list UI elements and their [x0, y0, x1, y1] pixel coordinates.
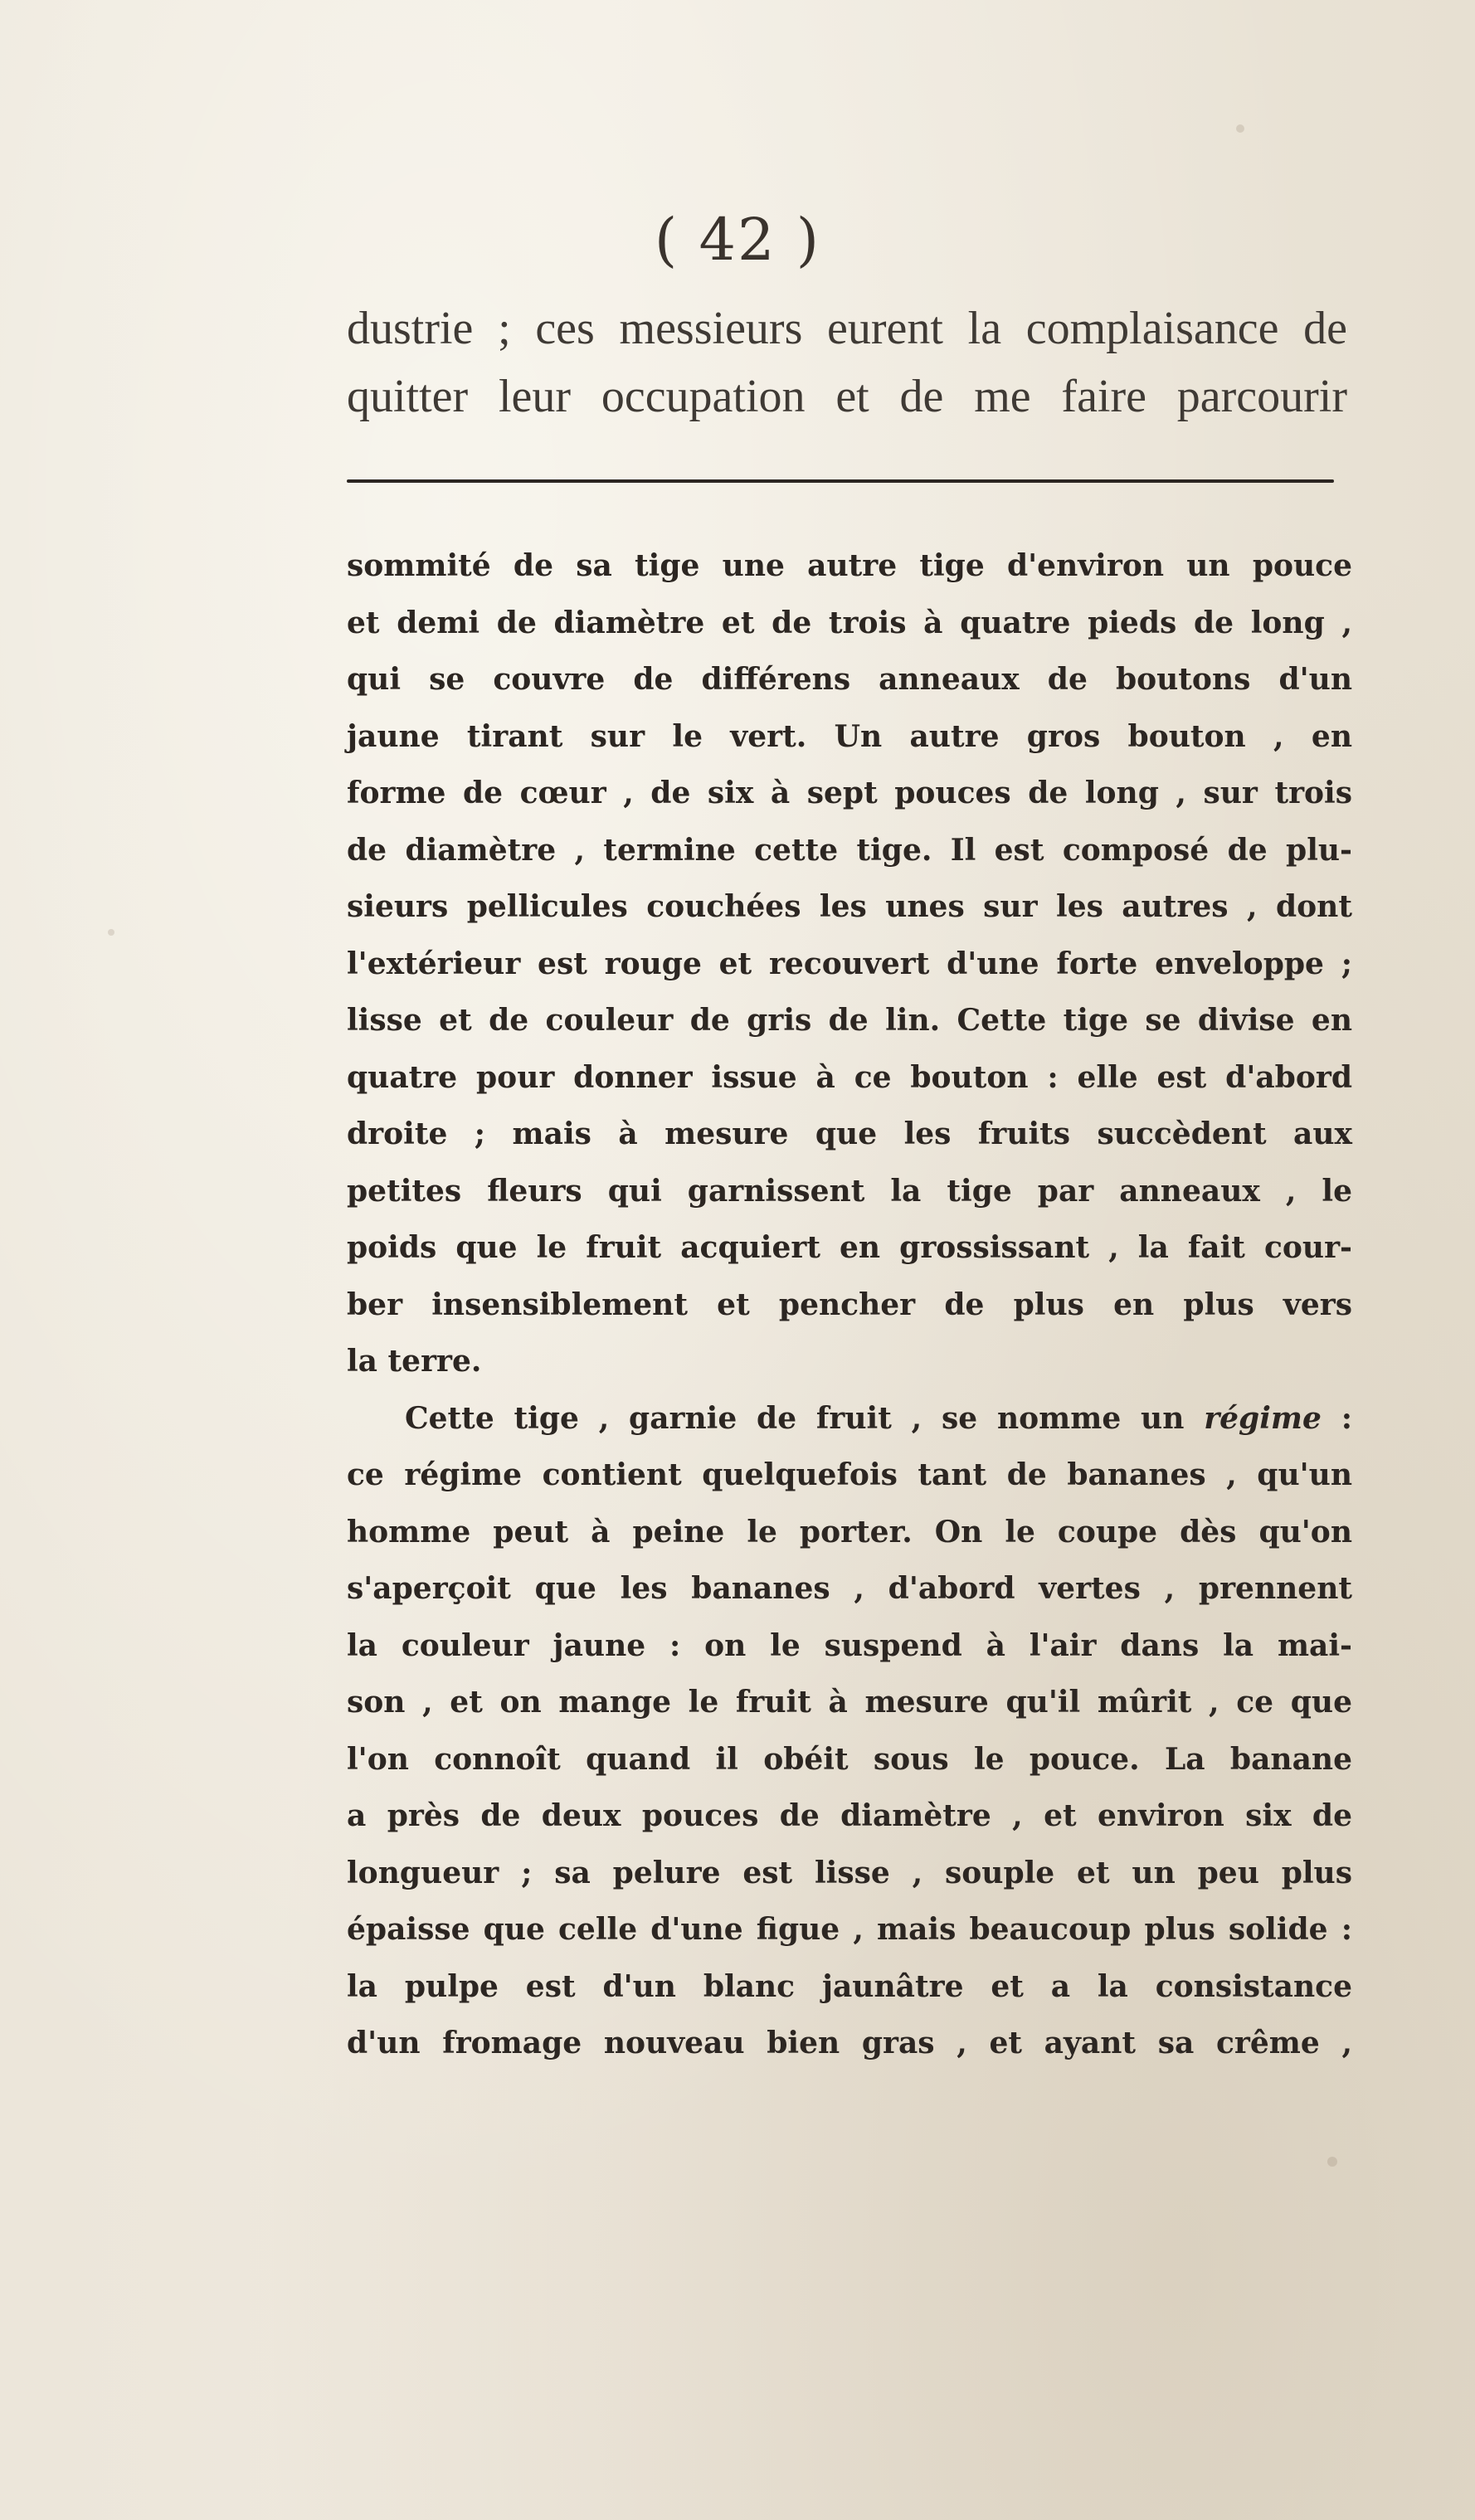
text-line: homme peut à peine le porter. On le coupe dès qu'on [347, 1514, 1352, 1549]
text-line: dustrie ; ces messieurs eurent la complaisance de [347, 303, 1347, 354]
text-line: épaisse que celle d'une figue , mais beaucoup plus solide : [347, 1912, 1352, 1947]
text-run: Cette tige , garnie de fruit , se nomme un [405, 1400, 1205, 1436]
page-number: ( 42 ) [654, 206, 821, 274]
horizontal-rule [347, 479, 1334, 483]
continued-text-fragment [347, 294, 1347, 431]
text-line: l'extérieur est rouge et recouvert d'une forte enveloppe ; [347, 946, 1352, 981]
text-line: qui se couvre de différens anneaux de boutons d'un [347, 662, 1352, 697]
text-line: ce régime contient quelquefois tant de bananes , qu'un [347, 1457, 1352, 1492]
text-line: son , et on mange le fruit à mesure qu'il mûrit , ce que [347, 1685, 1352, 1720]
text-line: lisse et de couleur de gris de lin. Cette tige se divise en [347, 1003, 1352, 1038]
text-line: la pulpe est d'un blanc jaunâtre et a la consistance [347, 1968, 1352, 2004]
text-line: sieurs pellicules couchées les unes sur les autres , dont [347, 889, 1352, 924]
paragraph-2 [347, 1390, 1352, 2072]
paper-stain [108, 929, 114, 936]
text-line: la terre. [347, 1344, 482, 1379]
text-line: et demi de diamètre et de trois à quatre pieds de long , [347, 605, 1352, 640]
text-line: poids que le fruit acquiert en grossissant , la fait cour- [347, 1230, 1352, 1265]
text-line: la couleur jaune : on le suspend à l'air dans la mai- [347, 1627, 1352, 1663]
text-line: petites fleurs qui garnissent la tige par anneaux , le [347, 1173, 1352, 1209]
italic-term: régime [1204, 1400, 1322, 1436]
text-line: sommité de sa tige une autre tige d'environ un pouce [347, 548, 1352, 583]
text-line [347, 1390, 1352, 1447]
text-line: ber insensiblement et pencher de plus en plus vers [347, 1287, 1352, 1322]
text-line: jaune tirant sur le vert. Un autre gros bouton , en [347, 718, 1352, 754]
text-line: quatre pour donner issue à ce bouton : elle est d'abord [347, 1059, 1352, 1095]
text-line: de diamètre , termine cette tige. Il est composé de plu- [347, 832, 1352, 868]
text-line: longueur ; sa pelure est lisse , souple et un peu plus [347, 1855, 1352, 1890]
paper-stain [1327, 2157, 1337, 2167]
text-line: quitter leur occupation et de me faire parcourir [347, 371, 1347, 422]
paragraph-1 [347, 538, 1352, 1390]
main-text [347, 538, 1352, 2072]
text-line: l'on connoît quand il obéit sous le pouce. La banane [347, 1741, 1352, 1777]
text-line: forme de cœur , de six à sept pouces de long , sur trois [347, 776, 1352, 810]
paper-stain [1236, 124, 1244, 133]
text-line: d'un fromage nouveau bien gras , et ayant sa crême , [347, 2026, 1352, 2060]
text-line: a près de deux pouces de diamètre , et environ six de [347, 1798, 1352, 1833]
text-line: s'aperçoit que les bananes , d'abord vertes , prennent [347, 1571, 1352, 1606]
text-run: : [1321, 1400, 1352, 1436]
text-line: droite ; mais à mesure que les fruits succèdent aux [347, 1116, 1352, 1151]
